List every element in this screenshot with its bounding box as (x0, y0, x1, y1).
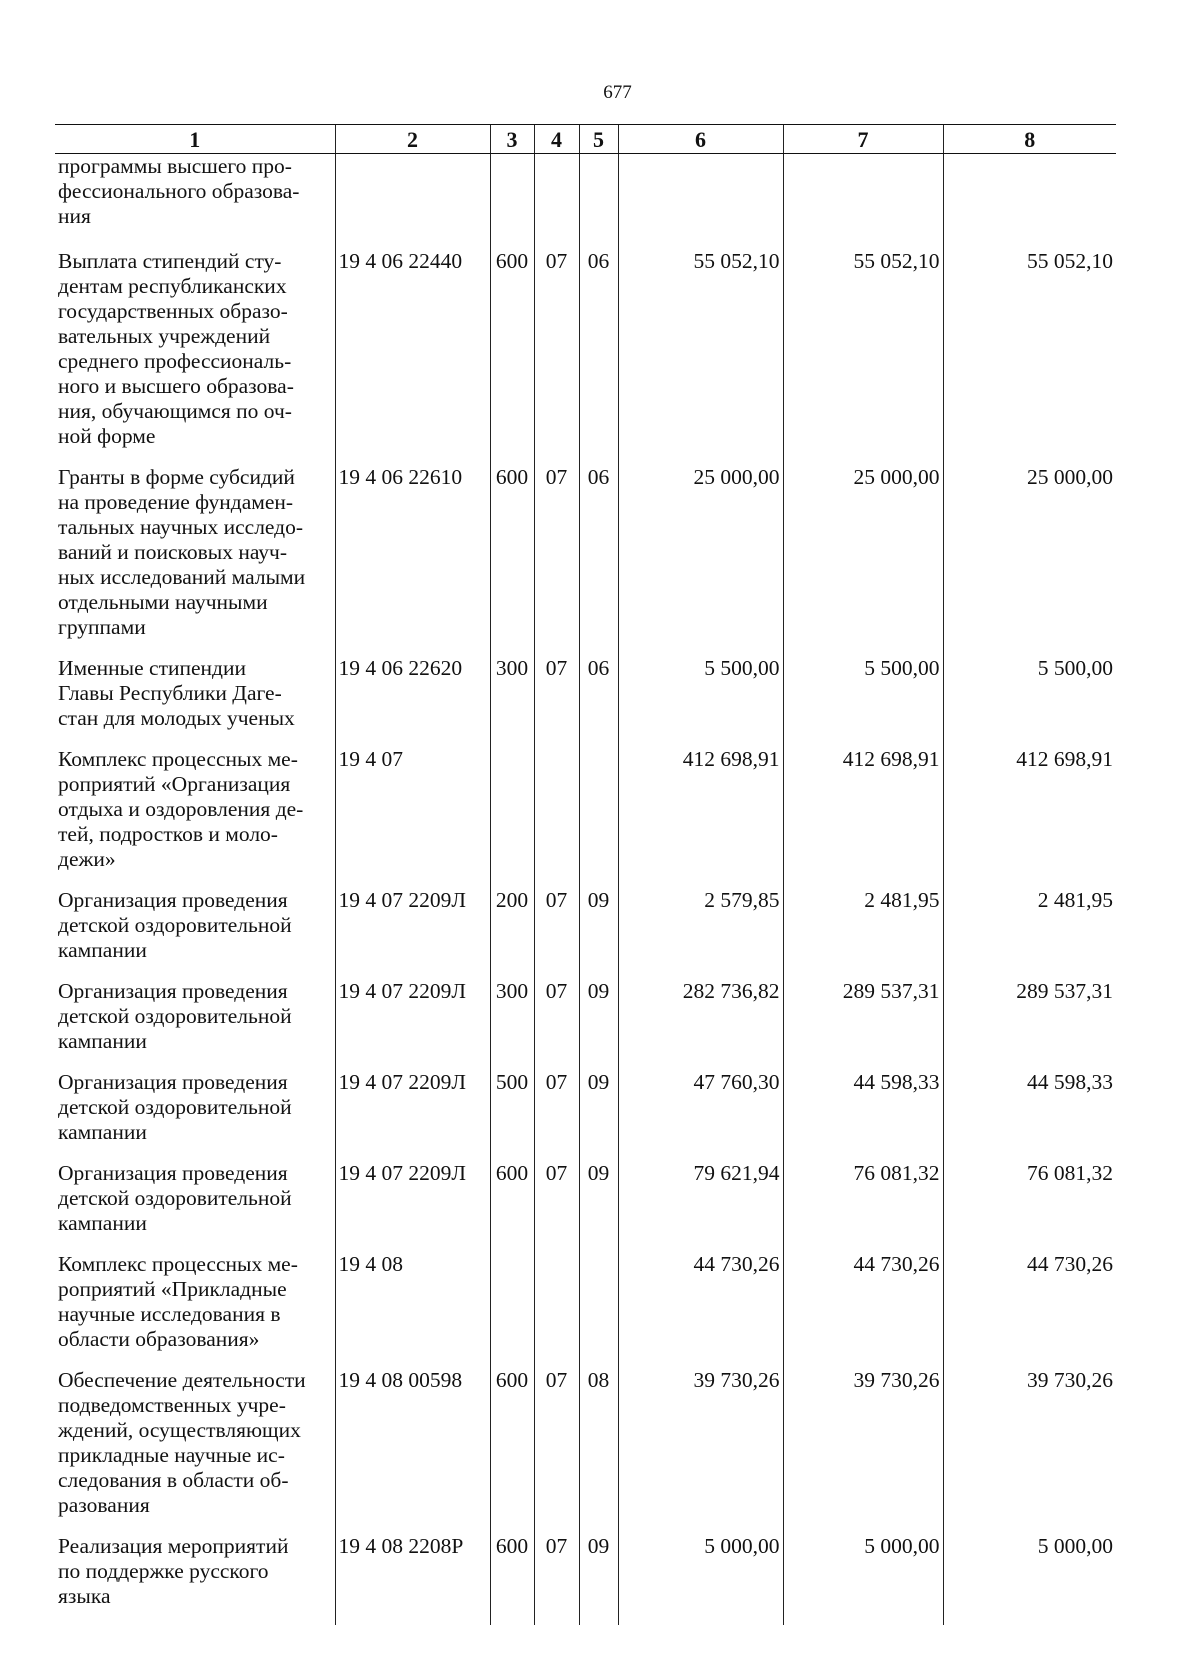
subsection-cell (579, 747, 618, 888)
description-line: детской оздоровительной (58, 1095, 292, 1119)
description-line: ния, обучающимся по оч- (58, 399, 292, 423)
amount-col6-cell: 39 730,26 (618, 1368, 783, 1534)
table-row (55, 656, 1116, 747)
expense-type-cell: 200 (490, 888, 534, 979)
section-cell: 07 (534, 656, 579, 747)
amount-col6-cell: 282 736,82 (618, 979, 783, 1070)
description-line: детской оздоровительной (58, 1186, 292, 1210)
description-cell (55, 154, 335, 246)
amount-col7-cell: 44 598,33 (783, 1070, 943, 1161)
amount-col8-cell: 5 500,00 (943, 656, 1116, 747)
description-line: кампании (58, 1029, 147, 1053)
description-cell (55, 1070, 335, 1161)
section-cell (534, 747, 579, 888)
header-row (55, 125, 1116, 154)
program-code-cell: 19 4 08 (335, 1252, 490, 1368)
amount-col7-cell: 76 081,32 (783, 1161, 943, 1252)
description-line: Организация проведения (58, 1070, 288, 1094)
description-line: Гранты в форме субсидий (58, 465, 295, 489)
amount-col8-cell: 412 698,91 (943, 747, 1116, 888)
amount-col7-cell: 2 481,95 (783, 888, 943, 979)
expense-type-cell: 600 (490, 245, 534, 465)
description-line: кампании (58, 1211, 147, 1235)
description-line: Комплекс процессных ме- (58, 747, 298, 771)
amount-col8-cell: 55 052,10 (943, 245, 1116, 465)
subsection-cell (579, 154, 618, 246)
amount-col8-cell: 76 081,32 (943, 1161, 1116, 1252)
amount-col8-cell: 25 000,00 (943, 465, 1116, 656)
program-code-cell: 19 4 07 (335, 747, 490, 888)
section-cell: 07 (534, 1368, 579, 1534)
description-line: стан для молодых ученых (58, 706, 295, 730)
amount-col7-cell: 44 730,26 (783, 1252, 943, 1368)
table-row (55, 1368, 1116, 1534)
description-line: группами (58, 615, 146, 639)
section-cell: 07 (534, 888, 579, 979)
description-line: детской оздоровительной (58, 913, 292, 937)
description-cell (55, 465, 335, 656)
description-line: отдельными научными (58, 590, 268, 614)
amount-col8-cell (943, 154, 1116, 246)
amount-col7-cell: 5 000,00 (783, 1534, 943, 1625)
description-line: ждений, осуществляющих (58, 1418, 301, 1442)
expense-type-cell: 500 (490, 1070, 534, 1161)
description-line: языка (58, 1584, 111, 1608)
description-line: научные исследования в (58, 1302, 281, 1326)
description-cell (55, 979, 335, 1070)
description-line: вательных учреждений (58, 324, 271, 348)
program-code-cell: 19 4 07 2209Л (335, 979, 490, 1070)
table-row (55, 1534, 1116, 1625)
description-line: ного и высшего образова- (58, 374, 294, 398)
description-cell (55, 245, 335, 465)
subsection-cell: 09 (579, 979, 618, 1070)
description-line: кампании (58, 938, 147, 962)
description-line: ния (58, 204, 91, 228)
table-row (55, 747, 1116, 888)
expense-type-cell: 600 (490, 465, 534, 656)
description-line: тей, подростков и моло- (58, 822, 278, 846)
description-line: ной форме (58, 424, 156, 448)
table-row (55, 888, 1116, 979)
amount-col6-cell: 412 698,91 (618, 747, 783, 888)
amount-col6-cell: 25 000,00 (618, 465, 783, 656)
section-cell: 07 (534, 1070, 579, 1161)
table-row (55, 245, 1116, 465)
table-row (55, 154, 1116, 246)
amount-col7-cell: 289 537,31 (783, 979, 943, 1070)
section-cell (534, 154, 579, 246)
description-line: по поддержке русского (58, 1559, 269, 1583)
amount-col6-cell: 5 500,00 (618, 656, 783, 747)
section-cell: 07 (534, 979, 579, 1070)
amount-col6-cell: 47 760,30 (618, 1070, 783, 1161)
description-line: Реализация мероприятий (58, 1534, 289, 1558)
subsection-cell: 06 (579, 656, 618, 747)
description-cell (55, 1534, 335, 1625)
section-cell (534, 1252, 579, 1368)
budget-table (55, 124, 1116, 1625)
description-line: Именные стипендии (58, 656, 246, 680)
amount-col6-cell: 55 052,10 (618, 245, 783, 465)
amount-col6-cell: 2 579,85 (618, 888, 783, 979)
section-cell: 07 (534, 465, 579, 656)
expense-type-cell (490, 1252, 534, 1368)
description-line: следования в области об- (58, 1468, 289, 1492)
table-row (55, 979, 1116, 1070)
amount-col8-cell: 2 481,95 (943, 888, 1116, 979)
table-body (55, 154, 1116, 1626)
description-cell (55, 1161, 335, 1252)
section-cell: 07 (534, 245, 579, 465)
program-code-cell: 19 4 08 2208Р (335, 1534, 490, 1625)
description-cell (55, 1368, 335, 1534)
column-header: 3 (490, 125, 534, 154)
amount-col7-cell: 39 730,26 (783, 1368, 943, 1534)
expense-type-cell (490, 747, 534, 888)
expense-type-cell (490, 154, 534, 246)
amount-col7-cell: 55 052,10 (783, 245, 943, 465)
program-code-cell: 19 4 06 22440 (335, 245, 490, 465)
program-code-cell: 19 4 07 2209Л (335, 1161, 490, 1252)
program-code-cell: 19 4 08 00598 (335, 1368, 490, 1534)
program-code-cell: 19 4 06 22620 (335, 656, 490, 747)
table-row (55, 1070, 1116, 1161)
description-line: кампании (58, 1120, 147, 1144)
description-line: государственных образо- (58, 299, 288, 323)
description-line: Обеспечение деятельности (58, 1368, 306, 1392)
subsection-cell: 06 (579, 245, 618, 465)
description-line: Главы Республики Даге- (58, 681, 282, 705)
description-line: отдыха и оздоровления де- (58, 797, 304, 821)
table-row (55, 1161, 1116, 1252)
subsection-cell: 09 (579, 888, 618, 979)
column-header: 7 (783, 125, 943, 154)
table-row (55, 465, 1116, 656)
description-line: фессионального образова- (58, 179, 300, 203)
description-line: тальных научных исследо- (58, 515, 304, 539)
program-code-cell: 19 4 07 2209Л (335, 888, 490, 979)
column-header: 5 (579, 125, 618, 154)
column-header: 6 (618, 125, 783, 154)
amount-col6-cell: 44 730,26 (618, 1252, 783, 1368)
subsection-cell: 08 (579, 1368, 618, 1534)
subsection-cell (579, 1252, 618, 1368)
description-line: дентам республиканских (58, 274, 287, 298)
description-line: роприятий «Организация (58, 772, 291, 796)
section-cell: 07 (534, 1534, 579, 1625)
description-line: дежи» (58, 847, 116, 871)
amount-col7-cell: 412 698,91 (783, 747, 943, 888)
column-header: 1 (55, 125, 335, 154)
description-line: программы высшего про- (58, 154, 292, 178)
subsection-cell: 09 (579, 1534, 618, 1625)
description-cell (55, 747, 335, 888)
expense-type-cell: 600 (490, 1161, 534, 1252)
description-line: Организация проведения (58, 979, 288, 1003)
amount-col8-cell: 44 730,26 (943, 1252, 1116, 1368)
expense-type-cell: 300 (490, 656, 534, 747)
table-row (55, 1252, 1116, 1368)
description-line: на проведение фундамен- (58, 490, 294, 514)
amount-col7-cell: 25 000,00 (783, 465, 943, 656)
description-line: разования (58, 1493, 150, 1517)
description-line: ваний и поисковых науч- (58, 540, 287, 564)
description-line: детской оздоровительной (58, 1004, 292, 1028)
expense-type-cell: 600 (490, 1368, 534, 1534)
description-line: ных исследований малыми (58, 565, 306, 589)
amount-col6-cell (618, 154, 783, 246)
description-line: Организация проведения (58, 1161, 288, 1185)
subsection-cell: 09 (579, 1161, 618, 1252)
program-code-cell: 19 4 07 2209Л (335, 1070, 490, 1161)
amount-col6-cell: 79 621,94 (618, 1161, 783, 1252)
description-line: Выплата стипендий сту- (58, 249, 282, 273)
expense-type-cell: 300 (490, 979, 534, 1070)
amount-col8-cell: 289 537,31 (943, 979, 1116, 1070)
subsection-cell: 09 (579, 1070, 618, 1161)
column-header: 4 (534, 125, 579, 154)
description-line: роприятий «Прикладные (58, 1277, 287, 1301)
amount-col8-cell: 44 598,33 (943, 1070, 1116, 1161)
column-header: 2 (335, 125, 490, 154)
amount-col8-cell: 39 730,26 (943, 1368, 1116, 1534)
amount-col7-cell: 5 500,00 (783, 656, 943, 747)
page-number: 677 (603, 82, 632, 103)
description-line: области образования» (58, 1327, 260, 1351)
subsection-cell: 06 (579, 465, 618, 656)
amount-col6-cell: 5 000,00 (618, 1534, 783, 1625)
description-line: прикладные научные ис- (58, 1443, 285, 1467)
description-line: подведомственных учре- (58, 1393, 286, 1417)
description-line: Комплекс процессных ме- (58, 1252, 298, 1276)
description-cell (55, 888, 335, 979)
description-cell (55, 656, 335, 747)
program-code-cell: 19 4 06 22610 (335, 465, 490, 656)
column-header: 8 (943, 125, 1116, 154)
description-line: Организация проведения (58, 888, 288, 912)
program-code-cell (335, 154, 490, 246)
amount-col8-cell: 5 000,00 (943, 1534, 1116, 1625)
section-cell: 07 (534, 1161, 579, 1252)
expense-type-cell: 600 (490, 1534, 534, 1625)
description-cell (55, 1252, 335, 1368)
amount-col7-cell (783, 154, 943, 246)
description-line: среднего профессиональ- (58, 349, 292, 373)
